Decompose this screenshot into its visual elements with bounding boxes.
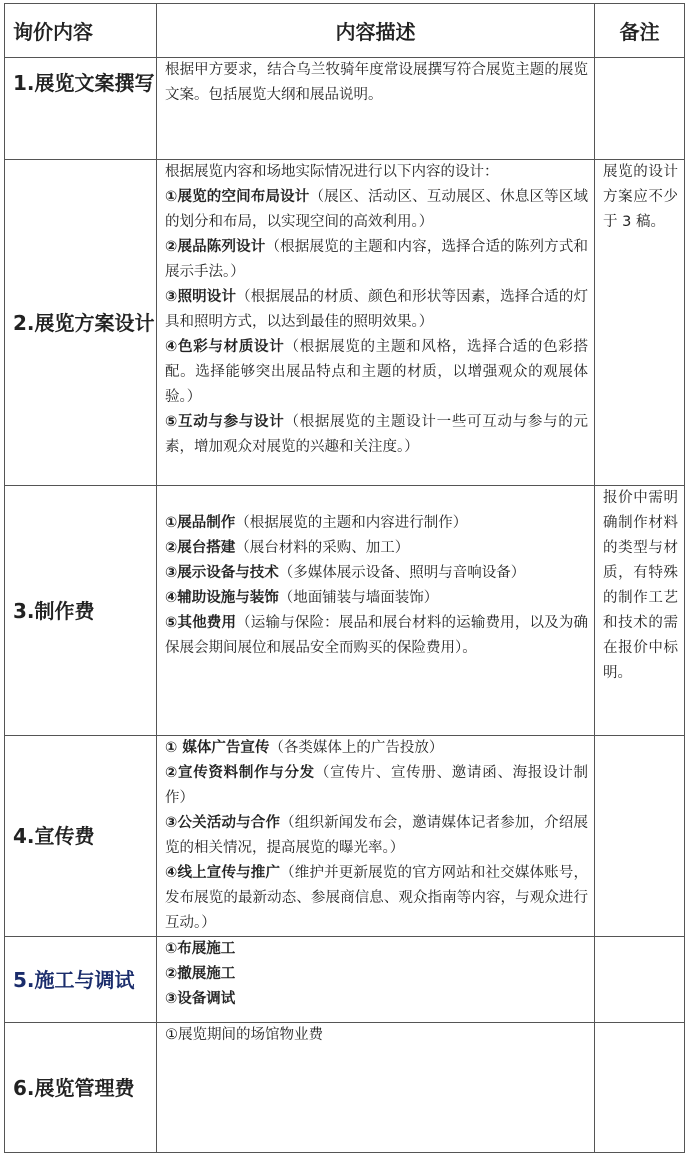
- row-note: [595, 937, 685, 1023]
- list-item: [165, 586, 588, 611]
- row-description: [157, 486, 595, 736]
- point-title: ③公关活动与合作: [165, 815, 281, 831]
- point-title: ②宣传资料制作与分发: [165, 765, 315, 781]
- point-text: （宣传片、宣传册、邀请函、海报设计制作）: [165, 765, 589, 806]
- table-row: [5, 486, 685, 736]
- row-item-label: 6.展览管理费: [5, 1023, 157, 1153]
- row-description: [157, 736, 595, 937]
- row-item-label: 4.宣传费: [5, 736, 157, 937]
- row-item-label: 1.展览文案撰写: [5, 58, 157, 160]
- point-text: （各类媒体上的广告投放）: [269, 740, 444, 756]
- row-item-label: 3.制作费: [5, 486, 157, 736]
- list-item: [165, 335, 588, 410]
- header-item: 询价内容: [5, 4, 157, 58]
- point-text: （展区、活动区、互动展区、休息区等区域的划分和布局，以实现空间的高效利用。）: [165, 189, 589, 230]
- point-text: （运输与保险：展品和展台材料的运输费用，以及为确保展会期间展位和展品安全而购买的保险费用）。: [165, 615, 588, 656]
- quotation-table: [4, 3, 685, 1153]
- point-text: （地面铺装与墙面装饰）: [278, 590, 439, 606]
- row-description: [157, 160, 595, 486]
- row-description: [157, 1023, 595, 1153]
- table-header-row: [5, 4, 685, 58]
- list-item: [165, 861, 588, 936]
- point-text: （根据展览的主题和内容，选择合适的陈列方式和展示手法。）: [165, 239, 589, 280]
- list-item: [165, 561, 588, 586]
- point-title: ②展台搭建: [165, 540, 236, 556]
- list-item: [165, 962, 588, 987]
- row-note: [595, 1023, 685, 1153]
- list-item: [165, 811, 588, 861]
- header-note: 备注: [595, 4, 685, 58]
- list-item: [165, 611, 588, 661]
- point-text: （根据展览的主题和风格，选择合适的色彩搭配。选择能够突出展品特点和主题的材质，以增强观众的观展体验。）: [165, 339, 589, 405]
- point-title: ③展示设备与技术: [165, 565, 279, 581]
- row-description: [157, 937, 595, 1023]
- point-title: ②撤展施工: [165, 966, 236, 982]
- row-note: 报价中需明确制作材料的类型与材质，有特殊的制作工艺和技术的需在报价中标明。: [595, 486, 685, 736]
- list-item: [165, 410, 588, 460]
- point-title: ④色彩与材质设计: [165, 339, 285, 355]
- list-item: [165, 987, 588, 1012]
- point-title: ① 媒体广告宣传: [165, 740, 270, 756]
- description-intro: 根据展览内容和场地实际情况进行以下内容的设计：: [165, 164, 499, 180]
- point-title: ③设备调试: [165, 991, 236, 1007]
- row-item-label: 5.施工与调试: [5, 937, 157, 1023]
- table-row: [5, 160, 685, 486]
- point-text: （根据展品的材质、颜色和形状等因素，选择合适的灯具和照明方式，以达到最佳的照明效果。）: [165, 289, 588, 330]
- point-title: ⑤其他费用: [165, 615, 237, 631]
- point-title: ①展品制作: [165, 515, 236, 531]
- list-item: [165, 185, 588, 235]
- point-title: ②展品陈列设计: [165, 239, 266, 255]
- row-note: [595, 58, 685, 160]
- list-item: [165, 285, 588, 335]
- point-text: （维护并更新展览的官方网站和社交媒体账号，发布展览的最新动态、参展商信息、观众指南等内容，与观众进行互动。）: [165, 865, 588, 931]
- list-item: [165, 511, 588, 536]
- table-row: [5, 1023, 685, 1153]
- point-title: ①布展施工: [165, 941, 236, 957]
- list-item: [165, 235, 588, 285]
- point-text: （多媒体展示设备、照明与音响设备）: [278, 565, 526, 581]
- point-title: ③照明设计: [165, 289, 237, 305]
- point-text: （展台材料的采购、加工）: [235, 540, 410, 556]
- row-description: [157, 58, 595, 160]
- row-item-label: 2.展览方案设计: [5, 160, 157, 486]
- point-text: （根据展览的主题设计一些可互动与参与的元素，增加观众对展览的兴趣和关注度。）: [165, 414, 589, 455]
- description-text: ①展览期间的场馆物业费: [165, 1027, 323, 1043]
- point-title: ④线上宣传与推广: [165, 865, 281, 881]
- point-title: ⑤互动与参与设计: [165, 414, 285, 430]
- point-text: （根据展览的主题和内容进行制作）: [235, 515, 468, 531]
- row-note: 展览的设计方案应不少于 3 稿。: [595, 160, 685, 486]
- description-text: 根据甲方要求，结合乌兰牧骑年度常设展撰写符合展览主题的展览文案。包括展览大纲和展品说明。: [165, 62, 588, 103]
- table-row: [5, 58, 685, 160]
- list-item: [165, 761, 588, 811]
- list-item: [165, 736, 588, 761]
- header-desc: 内容描述: [157, 4, 595, 58]
- list-item: [165, 937, 588, 962]
- point-title: ①展览的空间布局设计: [165, 189, 310, 205]
- list-item: [165, 536, 588, 561]
- point-title: ④辅助设施与装饰: [165, 590, 279, 606]
- point-text: （组织新闻发布会，邀请媒体记者参加，介绍展览的相关情况，提高展览的曝光率。）: [165, 815, 588, 856]
- table-row: [5, 736, 685, 937]
- table-row: [5, 937, 685, 1023]
- row-note: [595, 736, 685, 937]
